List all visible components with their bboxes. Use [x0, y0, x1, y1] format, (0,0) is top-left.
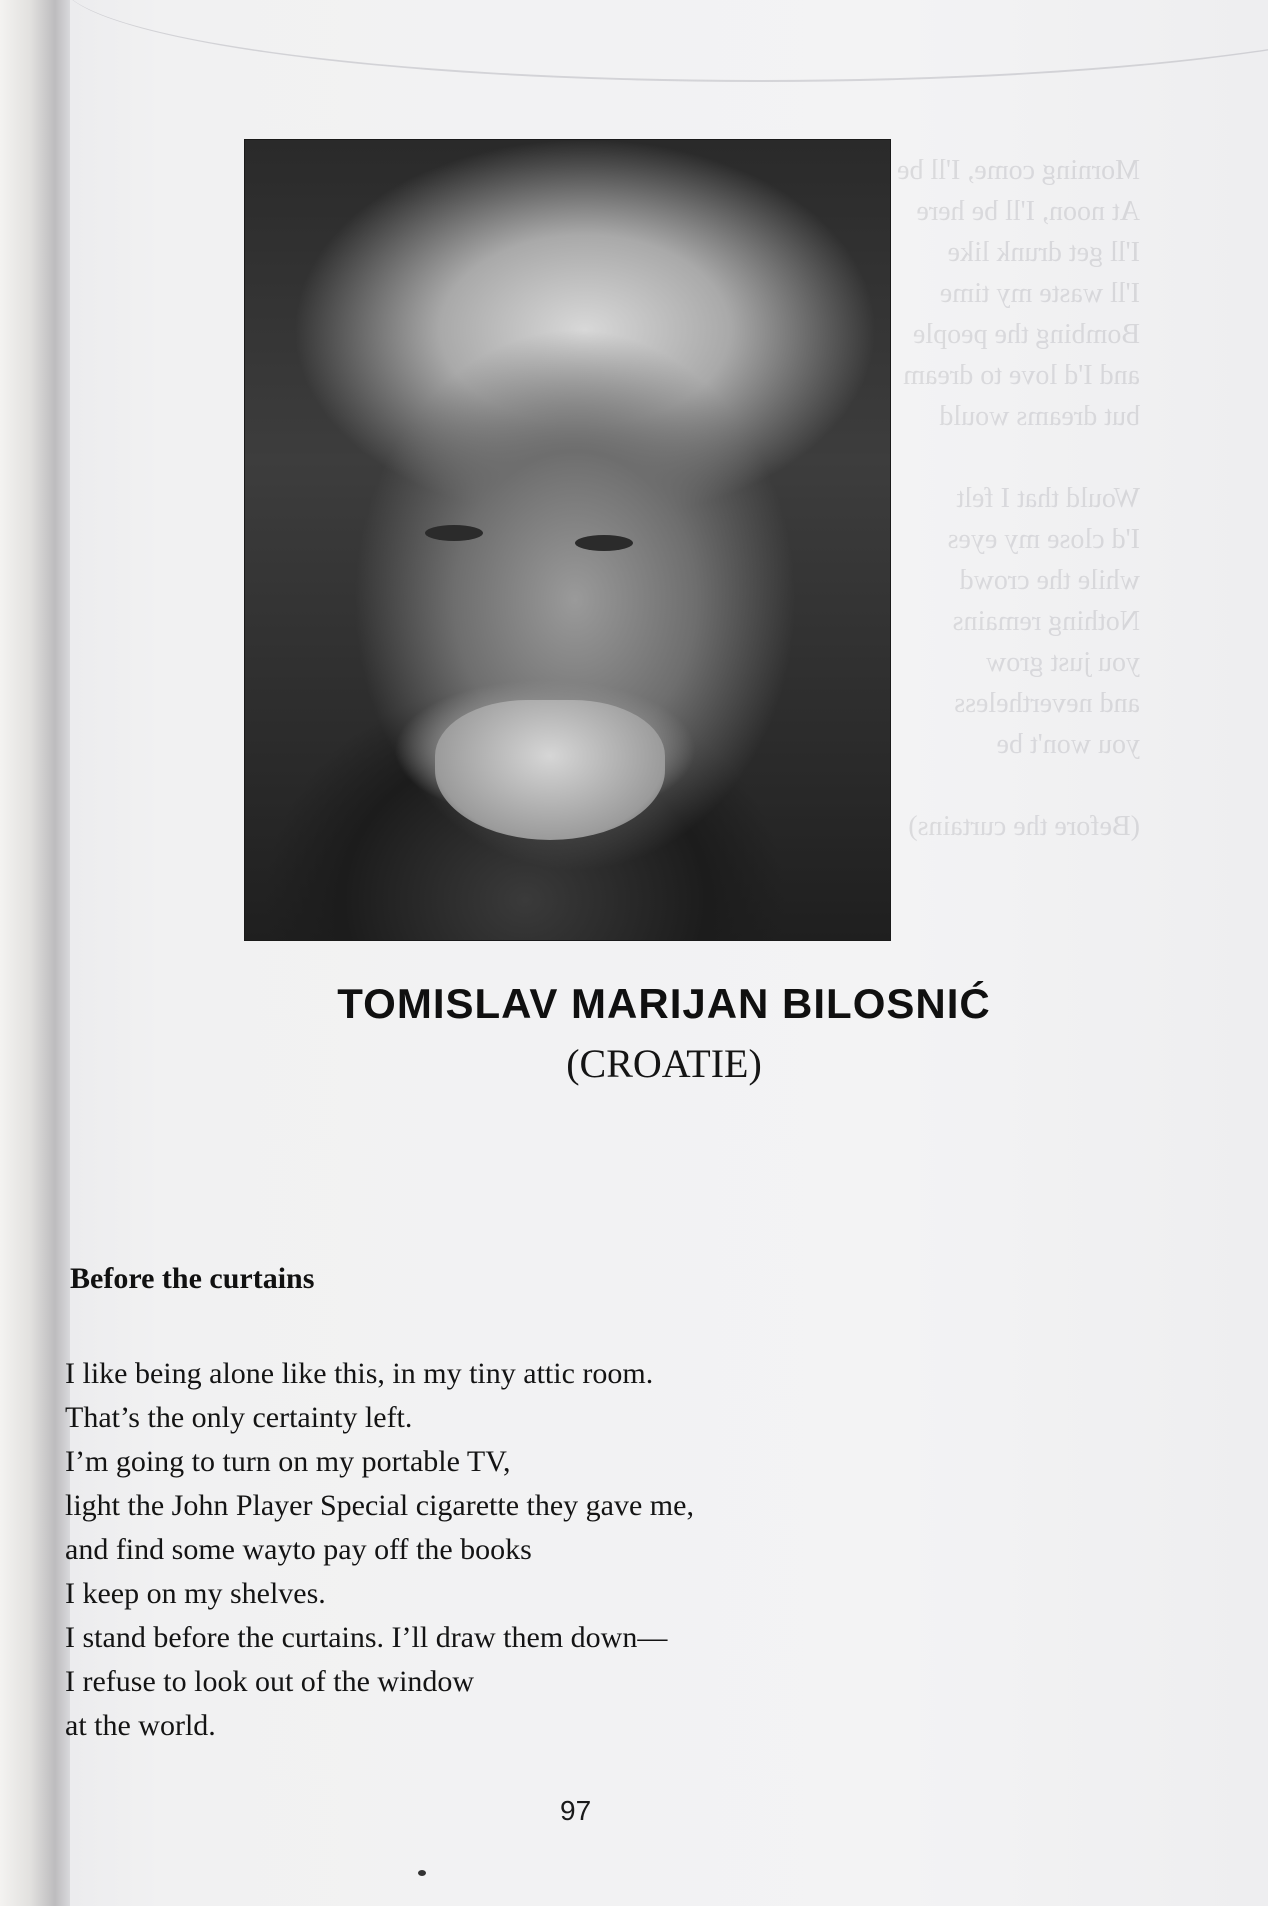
poem-line: I stand before the curtains. I’ll draw them down—: [65, 1621, 668, 1654]
poem-title: Before the curtains: [70, 1262, 315, 1295]
author-name: TOMISLAV MARIJAN BILOSNIĆ: [337, 980, 991, 1027]
poem-body: [65, 1352, 694, 1748]
poem-line: I keep on my shelves.: [65, 1577, 326, 1610]
portrait-eye-left: [425, 525, 483, 541]
poem-line: at the world.: [65, 1709, 216, 1742]
poem-line: That’s the only certainty left.: [65, 1401, 413, 1434]
page-number: 97: [560, 1795, 592, 1826]
dust-speck: [418, 1870, 426, 1876]
author-country: (CROATIE): [566, 1041, 762, 1086]
page-curl: [60, 0, 1268, 82]
show-through-text: Morning come, I'll be there At noon, I'll be here I'll get drunk like I'll waste my time Bombing the people and I'd love to dream but dreams would Would that I felt I'd close my eyes while the crowd Nothing remains you just grow and nevertheless you won't be (Before the curtains): [834, 155, 1140, 842]
book-spine: [0, 0, 70, 1906]
poem-line: I’m going to turn on my portable TV,: [65, 1445, 511, 1478]
poem-line: light the John Player Special cigarette they gave me,: [65, 1489, 694, 1522]
poem-line: I refuse to look out of the window: [65, 1665, 475, 1698]
author-portrait-photo: [245, 140, 890, 940]
poem-line: I like being alone like this, in my tiny attic room.: [65, 1357, 654, 1390]
poem-line: and find some wayto pay off the books: [65, 1533, 532, 1566]
portrait-beard: [435, 700, 665, 840]
portrait-eye-right: [575, 535, 633, 551]
